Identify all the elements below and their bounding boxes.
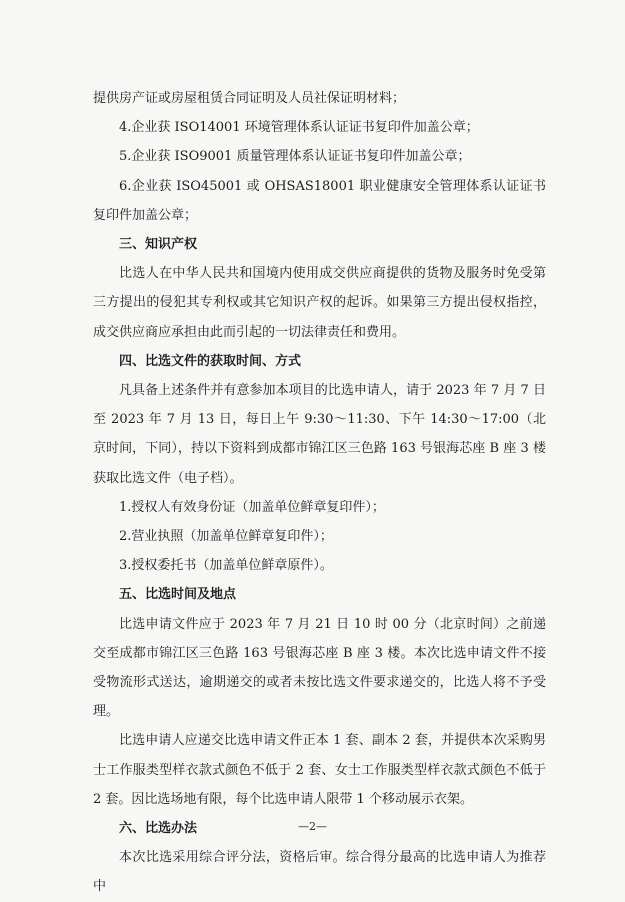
list-item-iso45001: 6.企业获 ISO45001 或 OHSAS18001 职业健康安全管理体系认证证书复印件加盖公章； xyxy=(93,178,546,223)
section-heading-acquisition: 四、比选文件的获取时间、方式 xyxy=(119,353,302,369)
document-body xyxy=(93,84,546,902)
paragraph-materials-continued: 提供房产证或房屋租赁合同证明及人员社保证明材料； xyxy=(93,91,406,106)
list-item-iso9001: 5.企业获 ISO9001 质量管理体系认证证书复印件加盖公章； xyxy=(119,149,471,165)
paragraph-submission: 比选申请文件应于 2023 年 7 月 21 日 10 时 00 分（北京时间）之前递交至成都市锦江区三色路 163 号银海芯座 B 座 3 楼。本次比选申请文件不接受物流形式送达，逾期递交的或者未按比选文件要求递交的，比选人将不予受理。 xyxy=(93,616,546,720)
section-heading-method: 六、比选办法 xyxy=(119,821,198,837)
section-heading-ip: 三、知识产权 xyxy=(119,237,198,253)
list-item-power-of-attorney: 3.授权委托书（加盖单位鲜章原件）。 xyxy=(119,558,333,574)
list-item-id-card: 1.授权人有效身份证（加盖单位鲜章复印件）； xyxy=(119,499,385,515)
paragraph-method: 本次比选采用综合评分法，资格后审。综合得分最高的比选申请人为推荐中 xyxy=(93,850,546,895)
paragraph-acquisition: 凡具备上述条件并有意参加本项目的比选申请人，请于 2023 年 7 月 7 日至 2023 年 7 月 13 日，每日上午 9:30～11:30、下午 14:30～17:00（北京时间，下同），持以下资料到成都市锦江区三色路 163 号银海芯座 B 座 3 楼获取比选文件（电子档）。 xyxy=(93,383,546,486)
list-item-iso14001: 4.企业获 ISO14001 环境管理体系认证证书复印件加盖公章； xyxy=(119,120,479,136)
paragraph-ip: 比选人在中华人民共和国境内使用成交供应商提供的货物及服务时免受第三方提出的侵犯其专利权或其它知识产权的起诉。如果第三方提出侵权指控，成交供应商应承担由此而引起的一切法律责任和费用。 xyxy=(93,266,546,340)
section-heading-time-place: 五、比选时间及地点 xyxy=(119,587,237,603)
page-number: —2— xyxy=(298,820,327,833)
list-item-business-license: 2.营业执照（加盖单位鲜章复印件）； xyxy=(119,529,333,545)
paragraph-copies-samples: 比选申请人应递交比选申请文件正本 1 套、副本 2 套，并提供本次采购男士工作服类型样衣款式颜色不低于 2 套、女士工作服类型样衣款式颜色不低于 2 套。因比选场地有限，每个比选申请人限带 1 个移动展示衣架。 xyxy=(93,733,546,807)
